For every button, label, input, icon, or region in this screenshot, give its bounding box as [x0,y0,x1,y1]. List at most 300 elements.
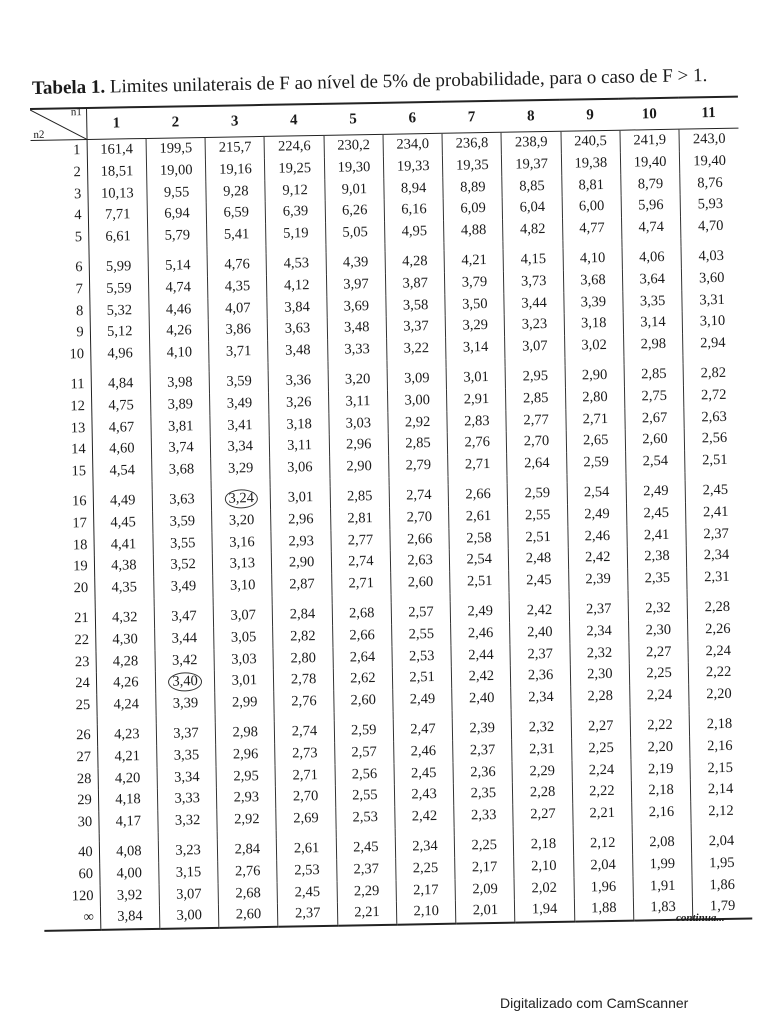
table-cell: 2,02 [514,877,574,900]
table-cell: 19,25 [265,158,325,181]
table-cell: 2,42 [510,600,570,623]
table-cell: 2,76 [447,432,507,455]
table-cell: 2,54 [450,549,510,572]
table-cell: 2,27 [571,716,631,739]
table-cell [211,488,271,511]
table-cell: 3,42 [155,649,215,672]
n2-row-label: 30 [42,812,99,835]
table-cell: 2,80 [273,647,333,670]
table-cell: 3,07 [159,883,219,906]
table-cell: 2,96 [329,434,389,457]
n2-row-label: 14 [36,439,93,462]
table-cell: 2,30 [570,664,630,687]
table-cell: 2,66 [390,528,450,551]
table-cell: 2,10 [514,855,574,878]
table-cell: 6,94 [147,203,207,226]
table-cell: 3,86 [208,319,268,342]
table-cell: 2,24 [705,642,732,659]
table-cell: 2,71 [448,454,508,477]
table-cell: 3,37 [386,316,446,339]
table-cell: 2,34 [511,687,571,710]
n2-row-label: 10 [34,344,91,367]
table-cell: 2,44 [451,644,511,667]
table-cell: 2,53 [335,807,395,830]
table-cell: 2,37 [569,599,629,622]
table-cell: 4,08 [99,841,159,864]
table-cell: 3,29 [211,458,271,481]
table-cell: 2,60 [219,904,279,928]
table-cell: 2,60 [333,690,393,713]
table-cell: 3,44 [504,292,564,315]
table-cell: 2,90 [565,365,625,388]
table-cell: 2,22 [572,781,632,804]
table-cell: 2,80 [565,386,625,409]
table-cell: 2,31 [704,569,730,586]
table-cell: 2,54 [567,482,627,505]
table-cell: 8,89 [443,176,503,199]
table-cell: 2,85 [624,364,684,387]
table-cell: 2,26 [704,620,731,638]
table-cell: 19,33 [383,156,443,179]
table-cell: 3,73 [504,271,564,294]
n2-row-label: 17 [37,513,94,536]
table-cell: 3,23 [505,314,565,337]
n2-row-label: 19 [38,556,95,579]
table-cell: 2,39 [568,569,628,592]
table-cell: 2,98 [624,334,684,357]
n2-row-label: 120 [44,885,101,908]
table-cell: 2,37 [278,903,338,927]
table-cell: 4,21 [97,746,157,769]
table-cell: 3,13 [213,553,273,576]
table-cell: 2,39 [452,718,512,741]
table-cell: 4,46 [149,298,209,321]
table-cell: 2,31 [512,738,572,761]
table-cell: 4,74 [621,217,681,240]
table-cell: 2,57 [334,741,394,764]
table-cell: 5,79 [148,225,208,248]
table-cell: 2,18 [706,715,733,733]
column-header-1: 1 [86,107,146,140]
table-cell: 2,29 [337,880,397,903]
table-cell: 2,94 [699,335,726,352]
column-header-9: 9 [560,99,620,132]
table-cell: 4,74 [148,277,208,300]
table-cell: 2,46 [568,525,628,548]
table-cell: 19,35 [443,155,503,178]
table-cell: 2,70 [390,507,450,530]
n2-row-label: ∞ [44,907,101,931]
table-cell: 2,95 [216,765,276,788]
table-cell: 5,14 [148,255,208,278]
table-cell: 2,01 [456,900,516,924]
table-cell: 5,93 [697,196,724,213]
table-cell: 2,25 [454,835,514,858]
table-cell: 2,18 [514,834,574,857]
table-cell: 2,76 [274,691,334,714]
table-cell: 19,40 [620,151,680,174]
table-cell: 2,37 [336,858,396,881]
table-cell: 230,2 [324,134,384,157]
n2-row-label: 4 [32,205,89,228]
table-cell: 2,45 [702,481,729,499]
table-cell: 3,50 [445,293,505,316]
table-cell: 2,24 [572,759,632,782]
table-cell: 2,71 [275,764,335,787]
table-cell: 2,47 [393,719,453,742]
table-cell: 2,34 [703,547,730,564]
n2-row-label: 7 [33,279,90,302]
table-cell: 3,11 [270,435,330,458]
table-cell: 2,49 [626,481,686,504]
table-cell: 2,70 [276,786,336,809]
n2-row-label: 18 [37,535,94,558]
n2-row-label: 24 [40,673,97,696]
table-cell: 4,10 [150,342,210,365]
table-cell: 2,66 [332,625,392,648]
table-cell: 2,12 [573,833,633,856]
table-cell: 3,32 [158,810,218,833]
table-cell: 3,89 [151,394,211,417]
table-cell: 3,10 [699,313,726,330]
n2-row-label: 12 [35,396,92,419]
n2-row-label: 5 [32,227,89,250]
table-cell: 2,41 [627,524,687,547]
table-cell: 3,03 [329,412,389,435]
table-cell: 19,00 [146,160,206,183]
table-cell: 2,12 [708,802,734,820]
table-cell: 3,07 [505,336,565,359]
table-cell: 4,35 [94,577,154,600]
table-cell: 2,84 [218,839,278,862]
table-cell: 4,28 [385,251,445,274]
table-cell: 2,93 [217,787,277,810]
table-cell: 3,71 [209,341,269,364]
table-cell: 4,41 [94,533,154,556]
table-cell: 3,01 [446,367,506,390]
table-cell: 3,37 [156,723,216,746]
table-cell: 9,01 [325,178,385,201]
table-cell: 4,96 [90,343,150,366]
table-cell: 4,76 [207,254,267,277]
table-cell: 2,42 [395,806,455,829]
table-cell: 2,75 [624,385,684,408]
table-cell: 2,46 [394,740,454,763]
table-cell: 2,53 [392,645,452,668]
table-cell: 2,72 [700,386,727,404]
table-cell: 2,56 [701,430,728,447]
table-cell: 2,91 [447,389,507,412]
table-cell: 6,39 [266,201,326,224]
table-cell: 2,87 [272,574,332,597]
table-cell: 1,95 [709,854,735,871]
table-cell: 2,48 [509,548,569,571]
table-cell: 2,45 [509,570,569,593]
table-cell: 3,63 [152,489,212,512]
table-cell: 6,59 [206,202,266,225]
table-cell: 2,71 [566,408,626,431]
table-cell: 2,96 [216,744,276,767]
column-header-11: 11 [679,97,739,130]
table-cell: 3,55 [153,532,213,555]
table-cell: 3,14 [446,337,506,360]
table-cell: 3,36 [269,370,329,393]
n2-row-label: 6 [33,257,90,280]
table-cell: 4,24 [96,694,156,717]
table-cell: 2,67 [625,407,685,430]
table-cell: 2,17 [455,856,515,879]
table-cell: 7,71 [88,204,148,227]
table-cell: 3,79 [445,272,505,295]
table-cell: 2,83 [447,410,507,433]
table-cell: 2,09 [455,878,515,901]
table-cell [155,671,215,694]
table-cell: 2,34 [395,836,455,859]
n2-row-label: 3 [31,184,88,207]
table-cell: 19,37 [502,154,562,177]
table-cell: 3,98 [150,372,210,395]
table-cell: 9,28 [206,180,266,203]
table-cell: 4,38 [94,555,154,578]
table-cell: 8,94 [384,177,444,200]
table-cell: 2,32 [570,642,630,665]
table-cell: 6,04 [503,197,563,220]
table-cell: 4,39 [326,252,386,275]
table-cell: 3,44 [155,628,215,651]
table-cell: 2,61 [277,838,337,861]
table-cell: 3,09 [387,368,447,391]
table-cell: 2,24 [630,685,690,708]
table-cell: 2,74 [275,721,335,744]
table-cell: 2,59 [334,720,394,743]
table-cell: 2,85 [506,387,566,410]
table-cell: 6,61 [88,226,148,249]
table-cell: 2,82 [700,364,727,382]
table-cell: 4,77 [562,218,622,241]
table-cell: 5,05 [325,222,385,245]
table-cell: 3,74 [151,437,211,460]
table-cell: 3,81 [151,415,211,438]
table-cell: 3,31 [699,291,725,308]
table-cell: 2,62 [333,668,393,691]
table-cell: 2,51 [392,667,452,690]
table-cell: 2,30 [629,619,689,642]
table-cell: 4,26 [149,320,209,343]
table-cell: 2,92 [217,809,277,832]
table-cell: 3,97 [326,274,386,297]
table-cell: 2,36 [511,665,571,688]
table-cell: 2,55 [508,504,568,527]
table-cell: 3,84 [100,906,160,930]
n2-label: n2 [33,128,45,141]
column-header-4: 4 [264,104,324,137]
table-cell: 3,48 [327,317,387,340]
table-cell: 4,54 [92,460,152,483]
table-cell: 4,60 [92,438,152,461]
table-cell: 2,37 [453,739,513,762]
column-header-3: 3 [205,105,265,138]
table-cell: 4,45 [93,512,153,535]
table-cell: 4,15 [504,249,564,272]
table-cell: 2,60 [391,572,451,595]
n2-row-label: 28 [42,768,99,791]
table-cell: 2,68 [218,882,278,905]
table-cell: 4,70 [697,218,724,235]
table-cell: 2,08 [632,831,692,854]
table-cell: 3,48 [268,340,328,363]
table-cell: 240,5 [561,130,621,153]
table-cell: 234,0 [383,133,443,156]
column-header-5: 5 [323,103,383,136]
table-cell: 1,99 [633,853,693,876]
table-cell: 2,49 [567,503,627,526]
table-cell: 2,14 [707,781,734,798]
table-cell: 3,68 [152,459,212,482]
table-cell: 5,99 [89,256,149,279]
table-cell: 2,36 [453,761,513,784]
table-cell: 2,76 [218,861,278,884]
table-cell: 3,00 [387,390,447,413]
table-cell: 2,41 [702,503,729,521]
table-cell: 3,68 [563,269,623,292]
table-cell: 3,33 [157,788,217,811]
table-cell: 4,84 [91,373,151,396]
table-cell: 3,01 [215,670,275,693]
table-cell: 2,25 [396,857,456,880]
table-cell: 2,27 [629,641,689,664]
table-cell: 3,20 [328,369,388,392]
table-cell: 2,51 [702,452,728,469]
n2-row-label: 20 [38,578,95,601]
table-cell: 2,22 [630,715,690,738]
column-header-8: 8 [501,100,561,133]
table-cell: 2,64 [507,453,567,476]
table-cell: 4,75 [91,395,151,418]
table-cell: 3,15 [159,862,219,885]
n1-label: n1 [70,106,82,119]
header-corner-cell [30,108,87,140]
table-cell: 2,35 [454,783,514,806]
table-cell: 3,14 [623,312,683,335]
table-cell: 6,16 [384,199,444,222]
table-cell: 3,69 [327,295,387,318]
table-cell: 2,79 [389,455,449,478]
table-cell: 6,09 [443,198,503,221]
table-cell: 2,59 [566,452,626,475]
n2-row-label: 60 [43,864,100,887]
table-cell: 4,82 [503,219,563,242]
continua-note: continua... [676,912,725,924]
table-cell: 5,96 [621,195,681,218]
table-cell: 3,01 [271,487,331,510]
table-cell: 3,41 [210,414,270,437]
circled-value: 3,40 [168,672,202,692]
table-cell: 3,22 [387,338,447,361]
table-cell: 1,79 [693,896,753,920]
table-cell: 3,39 [564,291,624,314]
table-cell: 2,61 [449,505,509,528]
table-cell: 2,95 [506,366,566,389]
table-cell: 2,74 [331,551,391,574]
table-cell: 2,46 [451,622,511,645]
table-cell: 3,35 [623,290,683,313]
table-cell: 2,77 [331,529,391,552]
table-cell: 4,20 [98,767,158,790]
table-cell: 3,10 [213,575,273,598]
table-cell: 4,35 [208,276,268,299]
table-cell: 3,64 [622,268,682,291]
table-cell: 2,21 [337,902,397,926]
table-cell: 3,35 [157,745,217,768]
table-cell: 2,49 [393,689,453,712]
table-cell: 2,37 [510,643,570,666]
n2-row-label: 40 [43,842,100,865]
table-cell: 2,65 [566,430,626,453]
table-cell: 2,38 [627,546,687,569]
table-cell: 2,66 [448,484,508,507]
table-cell: 2,58 [449,527,509,550]
table-cell: 224,6 [265,135,325,158]
n2-row-label: 1 [31,140,88,163]
table-cell: 8,81 [561,174,621,197]
n2-row-label: 25 [40,695,97,718]
table-cell: 2,22 [705,664,732,681]
table-cell: 4,28 [96,650,156,673]
table-cell: 2,04 [708,832,735,850]
table-cell: 215,7 [205,136,265,159]
table-cell: 4,30 [95,629,155,652]
table-cell: 3,20 [212,510,272,533]
column-header-10: 10 [619,98,679,131]
column-header-6: 6 [382,102,442,135]
table-cell: 2,34 [569,620,629,643]
table-cell: 2,40 [510,621,570,644]
table-cell: 4,26 [96,672,156,695]
table-cell: 2,32 [628,598,688,621]
table-cell: 2,20 [706,685,732,703]
table-cell: 2,33 [454,805,514,828]
table-cell: 3,60 [698,269,725,287]
table-cell: 2,85 [330,486,390,509]
n2-row-label: 8 [33,301,90,324]
table-cell: 1,83 [633,897,693,921]
column-header-7: 7 [442,101,502,134]
table-cell: 2,70 [507,431,567,454]
table-cell: 3,39 [156,693,216,716]
table-title-text: Limites unilaterais de F ao nível de 5% de probabilidade, para o caso de F > 1. [104,65,708,98]
table-cell: 3,34 [211,436,271,459]
table-cell: 3,34 [157,766,217,789]
table-cell: 10,13 [88,183,148,206]
table-cell: 2,77 [506,409,566,432]
table-cell: 3,26 [269,392,329,415]
table-cell: 2,18 [631,780,691,803]
n2-row-label: 21 [39,608,96,631]
table-cell: 19,16 [206,159,266,182]
n2-row-label: 23 [40,651,97,674]
table-cell: 2,74 [389,485,449,508]
table-cell: 1,94 [515,899,575,923]
table-cell: 2,04 [573,854,633,877]
table-cell: 2,63 [701,408,727,425]
table-cell: 2,21 [572,803,632,826]
n2-row-label: 16 [37,491,94,514]
table-cell: 3,06 [270,457,330,480]
table-cell: 3,05 [214,627,274,650]
table-cell: 4,67 [92,416,152,439]
table-cell: 3,84 [267,296,327,319]
table-cell: 2,90 [272,552,332,575]
